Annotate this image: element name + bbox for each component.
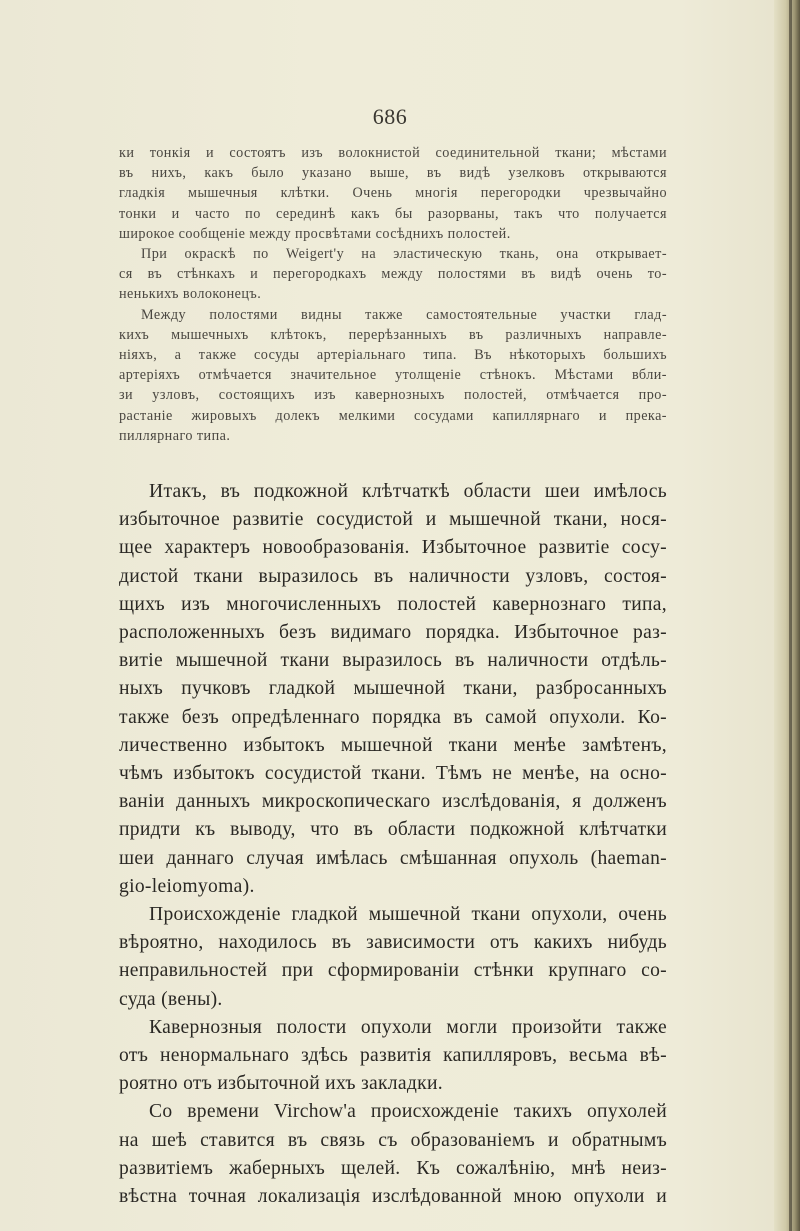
text-line: шеи даннаго случая имѣлась смѣшанная опухоль (haeman- [119, 847, 667, 869]
conclusion-section [119, 478, 667, 1211]
text-line: растаніе жировыхъ долекъ мелкими сосудами капиллярнаго и прека- [119, 407, 667, 424]
text-line: тонки и часто по серединѣ какъ бы разорваны, такъ что получается [119, 205, 667, 222]
text-line: ки тонкія и состоятъ изъ волокнистой соединительной ткани; мѣстами [119, 145, 667, 161]
text-line: избыточное развитіе сосудистой и мышечной ткани, нося- [119, 509, 667, 531]
text-line: въ нихъ, какъ было указано выше, въ видѣ узелковъ открываются [119, 165, 667, 182]
text-line: вѣстна точная локализація изслѣдованной мною опухоли и [119, 1186, 667, 1208]
text-line: ся въ стѣнкахъ и перегородкахъ между полостями въ видѣ очень то- [119, 266, 667, 283]
text-line: развитіемъ жаберныхъ щелей. Къ сожалѣнію, мнѣ неиз- [119, 1157, 667, 1179]
text-line: на шеѣ ставится въ связь съ образованіемъ и обратнымъ [119, 1129, 667, 1151]
text-line: пиллярнаго типа. [119, 427, 231, 444]
page-edge-shadow [789, 0, 792, 1231]
text-line: ніяхъ, а также сосуды артеріальнаго типа. Въ нѣкоторыхъ большихъ [119, 347, 667, 364]
text-line: чѣмъ избытокъ сосудистой ткани. Тѣмъ не менѣе, на осно- [119, 763, 667, 785]
text-line: придти къ выводу, что въ области подкожной клѣтчатки [119, 819, 667, 841]
text-line: витіе мышечной ткани выразилось въ наличности отдѣль- [119, 650, 667, 672]
text-line: Кавернозныя полости опухоли могли произойти также [149, 1016, 667, 1038]
small-print-section [119, 143, 667, 446]
text-line: Между полостями видны также самостоятельные участки глад- [141, 306, 667, 323]
text-line: также безъ опредѣленнаго порядка въ самой опухоли. Ко- [119, 706, 667, 728]
text-line: гладкія мышечныя клѣтки. Очень многія перегородки чрезвычайно [119, 185, 667, 202]
text-line: зи узловъ, состоящихъ изъ кавернозныхъ полостей, отмѣчается про- [119, 387, 667, 404]
text-line: щихъ изъ многочисленныхъ полостей кавернознаго типа, [119, 593, 667, 615]
text-line: ненькихъ волоконецъ. [119, 286, 262, 303]
text-line: Итакъ, въ подкожной клѣтчаткѣ области шеи имѣлось [149, 481, 667, 502]
text-line: Происхожденіе гладкой мышечной ткани опухоли, очень [149, 904, 667, 926]
text-line: личественно избытокъ мышечной ткани менѣе замѣтенъ, [119, 734, 667, 756]
text-line: Со времени Virchow'а происхожденіе такихъ опухолей [149, 1101, 667, 1123]
text-line: щее характеръ новообразованія. Избыточное развитіе сосу- [119, 537, 667, 559]
text-line: При окраскѣ по Weigert'у на эластическую ткань, она открывает- [141, 246, 667, 263]
text-line: дистой ткани выразилось въ наличности узловъ, состоя- [119, 565, 667, 587]
text-line: кихъ мышечныхъ клѣтокъ, перерѣзанныхъ въ различныхъ направле- [119, 326, 667, 343]
text-line: роятно отъ избыточной ихъ закладки. [119, 1073, 443, 1095]
text-line: широкое сообщеніе между просвѣтами сосѣднихъ полостей. [119, 225, 511, 242]
text-line: неправильностей при сформированіи стѣнки крупнаго со- [119, 960, 667, 982]
text-line: расположенныхъ безъ видимаго порядка. Избыточное раз- [119, 622, 667, 644]
text-line: ныхъ пучковъ гладкой мышечной ткани, разбросанныхъ [119, 678, 667, 700]
text-line: ваніи данныхъ микроскопическаго изслѣдованія, я долженъ [119, 791, 667, 813]
text-line: артеріяхъ отмѣчается значительное утолщеніе стѣнокъ. Мѣстами вбли- [119, 367, 667, 384]
text-line: суда (вены). [119, 988, 223, 1010]
text-line: вѣроятно, находилось въ зависимости отъ какихъ нибудь [119, 932, 667, 954]
text-line: gio-leiomyoma). [119, 875, 255, 897]
page-number: 686 [372, 104, 408, 129]
page-edge [774, 0, 800, 1231]
text-line: отъ ненормальнаго здѣсь развитія капилляровъ, весьма вѣ- [119, 1045, 667, 1067]
